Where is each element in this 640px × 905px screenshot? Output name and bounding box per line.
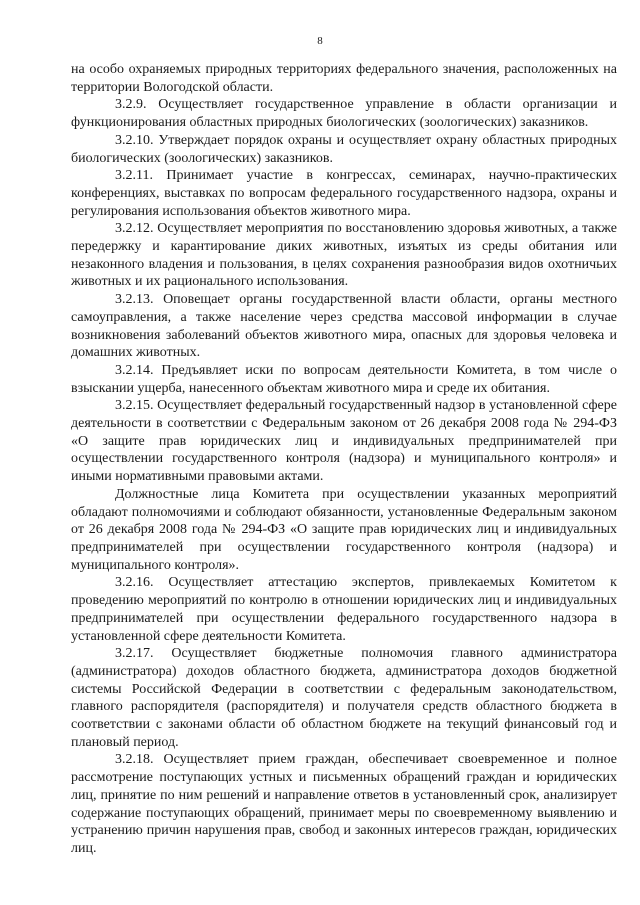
- paragraph-3-2-12: 3.2.12. Осуществляет мероприятия по восстановлению здоровья животных, а также передержку и карантирование диких животных, изъятых из среды обитания или незаконного владения и пользования, в целях сохранения разнообразия видов охотничьих животных и их рационального использования.: [71, 221, 617, 290]
- paragraph-officials: Должностные лица Комитета при осуществлении указанных мероприятий обладают полномочиями и соблюдают обязанности, установленные Федеральным законом от 26 декабря 2008 года № 294-ФЗ «О защите прав юридических лиц и индивидуальных предпринимателей при осуществлении государственного контроля (надзора) и муниципального контроля».: [71, 486, 617, 573]
- page-number: 8: [317, 35, 323, 47]
- paragraph-3-2-15: 3.2.15. Осуществляет федеральный государственный надзор в установленной сфере деятельности в соответствии с Федеральным законом от 26 декабря 2008 года № 294-ФЗ «О защите прав юридических лиц и индивидуальных предпринимателей при осуществлении государственного контроля (надзора) и муниципального контроля» и иными нормативными правовыми актами.: [71, 398, 617, 485]
- paragraph-3-2-13: 3.2.13. Оповещает органы государственной власти области, органы местного самоуправления, а также население через средства массовой информации в случае возникновения заболеваний объектов животного мира, опасных для здоровья человека и домашних животных.: [71, 292, 617, 361]
- paragraph-3-2-17: 3.2.17. Осуществляет бюджетные полномочия главного администратора (администратора) доходов областного бюджета, администратора доходов бюджетной системы Российской Федерации в соответствии с федеральным законодательством, главного распорядителя (распорядителя) и получателя средств областного бюджета в соответствии с законами области об областном бюджете на текущий финансовый год и плановый период.: [71, 646, 617, 750]
- paragraph-3-2-9: 3.2.9. Осуществляет государственное управление в области организации и функционирования областных природных биологических (зоологических) заказников.: [71, 97, 617, 131]
- paragraph-3-2-10: 3.2.10. Утверждает порядок охраны и осуществляет охрану областных природных биологических (зоологических) заказников.: [71, 132, 617, 166]
- paragraph-3-2-16: 3.2.16. Осуществляет аттестацию экспертов, привлекаемых Комитетом к проведению мероприятий по контролю в отношении юридических лиц и индивидуальных предпринимателей при осуществлении федерального государственного надзора в установленной сфере деятельности Комитета.: [71, 575, 617, 644]
- paragraph-3-2-18: 3.2.18. Осуществляет прием граждан, обеспечивает своевременное и полное рассмотрение поступающих устных и письменных обращений граждан и юридических лиц, принятие по ним решений и направление ответов в установленный срок, анализирует содержание поступающих обращений, принимает меры по своевременному выявлению и устранению причин нарушения прав, свобод и законных интересов граждан, юридических лиц.: [71, 752, 617, 856]
- paragraph-3-2-14: 3.2.14. Предъявляет иски по вопросам деятельности Комитета, в том числе о взыскании ущерба, нанесенного объектам животного мира и среде их обитания.: [71, 362, 617, 396]
- document-body: [71, 61, 617, 858]
- paragraph-continuation: на особо охраняемых природных территориях федерального значения, расположенных на территории Вологодской области.: [71, 62, 617, 95]
- paragraph-3-2-11: 3.2.11. Принимает участие в конгрессах, семинарах, научно-практических конференциях, выставках по вопросам федерального государственного надзора, охраны и регулирования использования объектов животного мира.: [71, 168, 617, 219]
